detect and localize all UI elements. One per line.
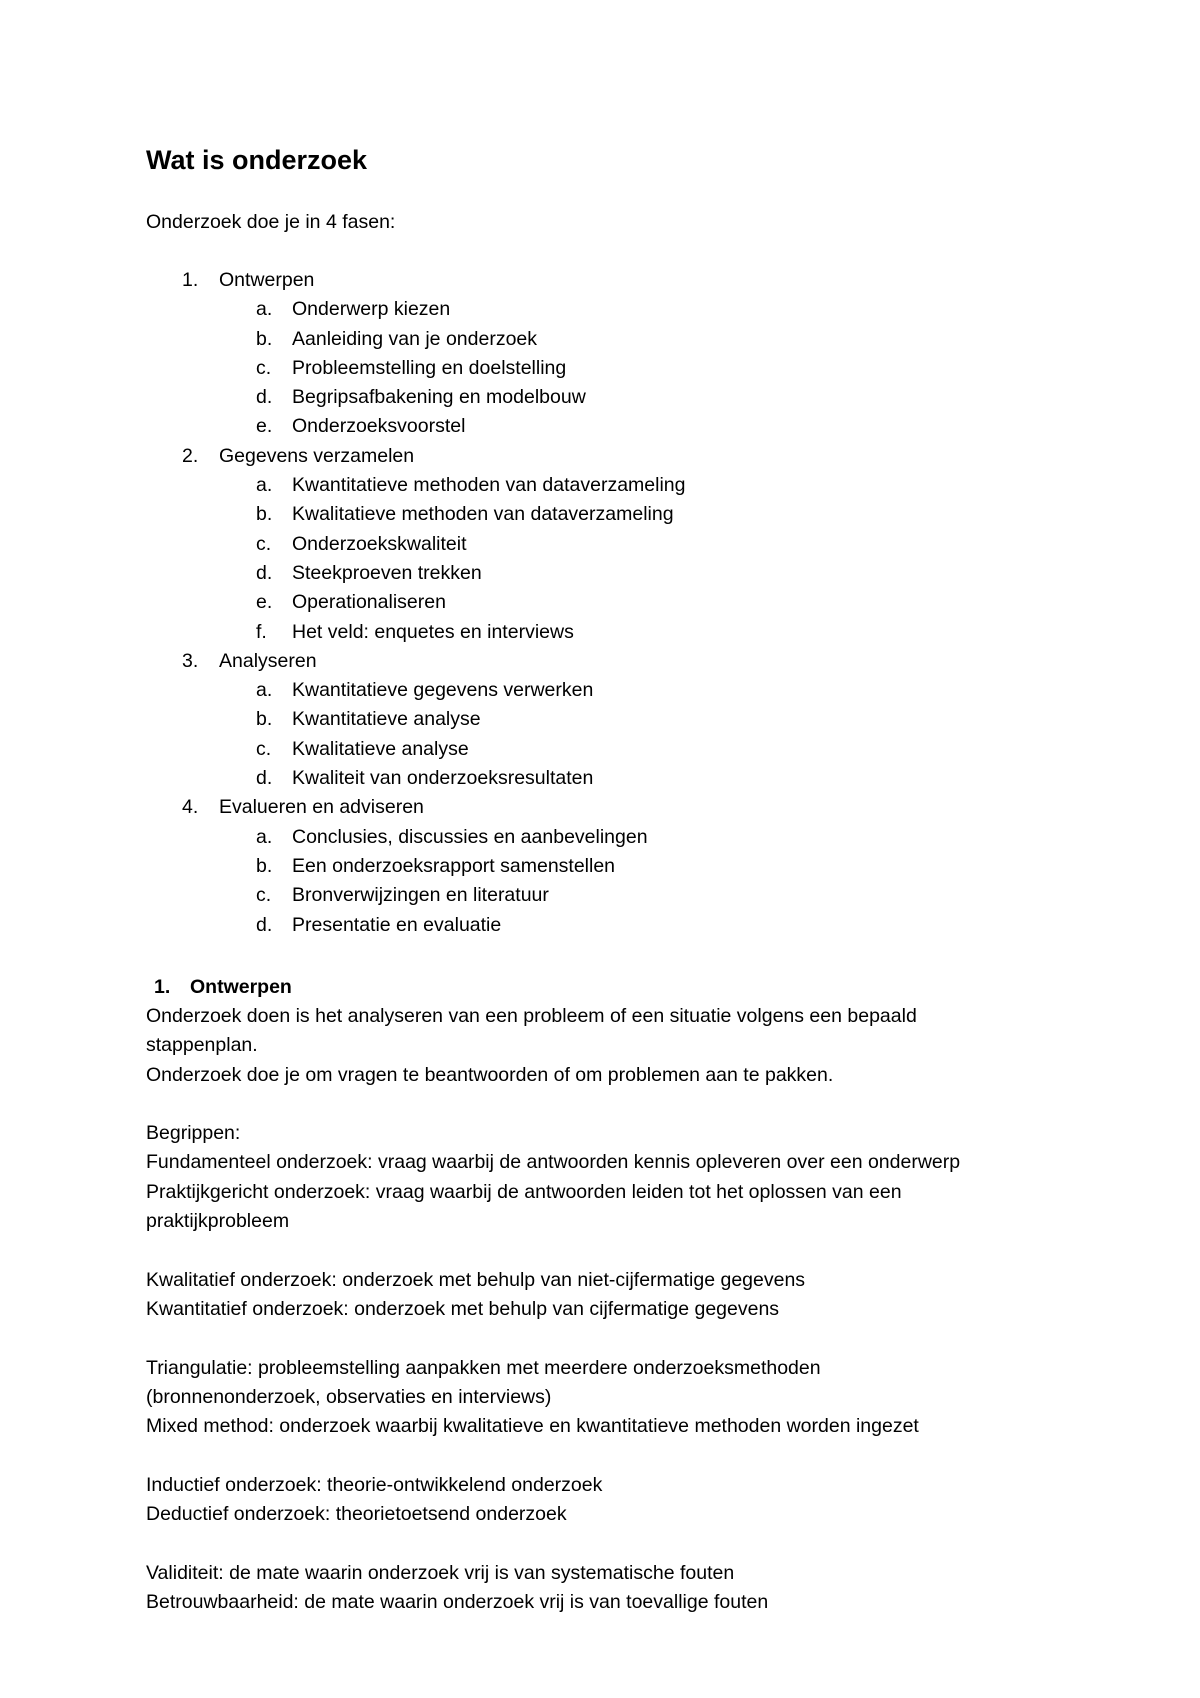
list-item-subphase	[146, 705, 1046, 734]
definition-deductief: Deductief onderzoek: theorietoetsend onderzoek	[146, 1503, 567, 1526]
document-title: Wat is onderzoek	[146, 145, 368, 175]
paragraph-text: Onderzoek doe je om vragen te beantwoorden of om problemen aan te pakken.	[146, 1063, 834, 1086]
list-letter: e.	[256, 591, 273, 614]
list-item-subphase	[146, 735, 1046, 764]
list-item-phase	[146, 647, 1046, 676]
list-letter: d.	[256, 913, 273, 936]
list-item-phase	[146, 442, 1046, 471]
list-label: Begripsafbakening en modelbouw	[292, 386, 586, 409]
list-letter: b.	[256, 854, 273, 877]
list-letter: a.	[256, 298, 273, 321]
list-number: 4.	[182, 796, 199, 819]
blank-line	[146, 1090, 1106, 1119]
list-letter: d.	[256, 767, 273, 790]
list-letter: e.	[256, 415, 273, 438]
list-label: Gegevens verzamelen	[219, 444, 415, 467]
list-letter: d.	[256, 386, 273, 409]
list-letter: f.	[256, 620, 267, 643]
definition-validiteit: Validiteit: de mate waarin onderzoek vrij is van systematische fouten	[146, 1561, 735, 1584]
list-item-subphase	[146, 383, 1046, 412]
definition-kwantitatief: Kwantitatief onderzoek: onderzoek met behulp van cijfermatige gegevens	[146, 1297, 780, 1320]
intro-text: Onderzoek doe je in 4 fasen:	[146, 211, 396, 233]
list-item-subphase	[146, 676, 1046, 705]
list-number: 2.	[182, 444, 199, 467]
definition-fundamenteel: Fundamenteel onderzoek: vraag waarbij de antwoorden kennis opleveren over een onderwerp	[146, 1151, 961, 1174]
section-number: 1.	[154, 976, 171, 998]
list-letter: b.	[256, 327, 273, 350]
blank-line	[146, 1529, 1106, 1558]
list-number: 1.	[182, 269, 199, 291]
list-letter: c.	[256, 356, 272, 379]
list-item-subphase	[146, 354, 1046, 383]
list-item-subphase	[146, 500, 1046, 529]
list-label: Steekproeven trekken	[292, 561, 482, 584]
list-label: Kwalitatieve methoden van dataverzameling	[292, 503, 674, 526]
definition-praktijkgericht: Praktijkgericht onderzoek: vraag waarbij de antwoorden leiden tot het oplossen van een	[146, 1180, 902, 1203]
list-label: Kwalitatieve analyse	[292, 737, 469, 760]
list-label: Presentatie en evaluatie	[292, 913, 502, 936]
list-item-subphase	[146, 618, 1046, 647]
list-letter: b.	[256, 708, 273, 731]
list-label: Kwantitatieve gegevens verwerken	[292, 679, 594, 702]
section-heading	[146, 972, 1106, 1002]
paragraph-text: stappenplan.	[146, 1034, 258, 1057]
definition-triangulatie-cont: (bronnenonderzoek, observaties en interviews)	[146, 1385, 552, 1408]
list-label: Ontwerpen	[219, 269, 315, 291]
list-label: Kwantitatieve analyse	[292, 708, 481, 731]
definition-triangulatie: Triangulatie: probleemstelling aanpakken met meerdere onderzoeksmethoden	[146, 1356, 821, 1379]
definition-inductief: Inductief onderzoek: theorie-ontwikkelend onderzoek	[146, 1473, 603, 1496]
list-item-subphase	[146, 530, 1046, 559]
list-item-subphase	[146, 295, 1046, 324]
list-label: Een onderzoeksrapport samenstellen	[292, 854, 616, 877]
list-item-subphase	[146, 823, 1046, 852]
list-label: Operationaliseren	[292, 591, 446, 614]
list-item-subphase	[146, 559, 1046, 588]
list-label: Onderzoeksvoorstel	[292, 415, 466, 438]
definition-praktijkgericht-cont: praktijkprobleem	[146, 1210, 290, 1233]
list-label: Bronverwijzingen en literatuur	[292, 884, 549, 907]
phase-outline-list	[146, 266, 1046, 940]
definition-mixed-method: Mixed method: onderzoek waarbij kwalitatieve en kwantitatieve methoden worden ingezet	[146, 1415, 919, 1438]
list-letter: a.	[256, 679, 273, 702]
list-label: Evalueren en adviseren	[219, 796, 424, 819]
list-item-subphase	[146, 588, 1046, 617]
blank-line	[146, 1236, 1106, 1265]
list-letter: c.	[256, 737, 272, 760]
list-letter: b.	[256, 503, 273, 526]
definition-betrouwbaarheid: Betrouwbaarheid: de mate waarin onderzoek vrij is van toevallige fouten	[146, 1590, 769, 1613]
section-title: Ontwerpen	[190, 976, 292, 998]
begrippen-label: Begrippen:	[146, 1122, 241, 1145]
list-label: Onderzoekskwaliteit	[292, 532, 467, 555]
list-label: Analyseren	[219, 649, 317, 672]
list-label: Probleemstelling en doelstelling	[292, 356, 567, 379]
list-letter: c.	[256, 884, 272, 907]
list-label: Onderwerp kiezen	[292, 298, 451, 321]
blank-line	[146, 1441, 1106, 1470]
list-letter: a.	[256, 825, 273, 848]
list-letter: d.	[256, 561, 273, 584]
definition-kwalitatief: Kwalitatief onderzoek: onderzoek met behulp van niet-cijfermatige gegevens	[146, 1268, 806, 1291]
list-number: 3.	[182, 649, 199, 672]
list-label: Kwaliteit van onderzoeksresultaten	[292, 767, 594, 790]
list-label: Aanleiding van je onderzoek	[292, 327, 538, 350]
list-item-subphase	[146, 412, 1046, 441]
list-item-subphase	[146, 325, 1046, 354]
list-item-subphase	[146, 911, 1046, 940]
section-ontwerpen	[146, 972, 1106, 1617]
list-label: Kwantitatieve methoden van dataverzameling	[292, 474, 686, 497]
list-item-subphase	[146, 881, 1046, 910]
blank-line	[146, 1324, 1106, 1353]
paragraph-text: Onderzoek doen is het analyseren van een probleem of een situatie volgens een bepaald	[146, 1005, 917, 1027]
list-item-phase	[146, 793, 1046, 822]
list-item-subphase	[146, 471, 1046, 500]
list-letter: a.	[256, 474, 273, 497]
list-item-subphase	[146, 852, 1046, 881]
list-letter: c.	[256, 532, 272, 555]
list-item-subphase	[146, 764, 1046, 793]
list-label: Het veld: enquetes en interviews	[292, 620, 574, 643]
list-item-phase	[146, 266, 1046, 295]
list-label: Conclusies, discussies en aanbevelingen	[292, 825, 648, 848]
